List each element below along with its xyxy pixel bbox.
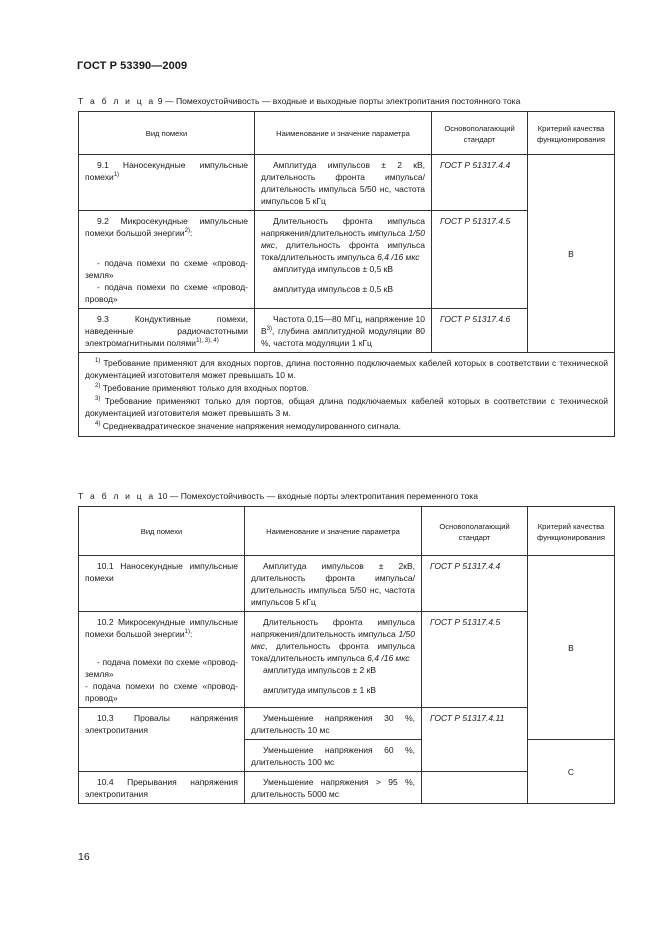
table-10 bbox=[78, 506, 615, 804]
t9-row2-amp1: амплитуда импульсов ± 0,5 кВ bbox=[273, 264, 394, 274]
t9-header-crit: Критерий качества функционирования bbox=[528, 112, 615, 155]
t9-row3-std: ГОСТ Р 51317.4.6 bbox=[432, 309, 528, 353]
t10-header-type: Вид помехи bbox=[79, 507, 245, 556]
t9-note-3: $^{3)}$ Требование применяют только для портов, общая длина подключаемых кабелей которых в соответствии с технической документацией изготовителя может превышать 3 м. bbox=[85, 396, 608, 418]
table-9 bbox=[78, 111, 615, 437]
t10-header-std: Основополагающий стандарт bbox=[422, 507, 528, 556]
t10-criterion-b: В bbox=[528, 556, 615, 740]
t10-row1-param: Амплитуда импульсов ± 2кВ, длительность фронта импульса/длительность импульса 5/50 нс, частота импульсов 5 кГц bbox=[245, 556, 422, 612]
table10-caption-text: 10 — Помехоустойчивость — входные порты электропитания переменного тока bbox=[157, 491, 478, 501]
t9-criterion: В bbox=[528, 155, 615, 353]
t9-note-2: $^{2)}$ Требование применяют только для входных портов. bbox=[95, 383, 309, 393]
t10-row2-item1: - подача помехи по схеме «провод-земля» bbox=[85, 657, 238, 679]
t9-header-param: Наименование и значение параметра bbox=[255, 112, 432, 155]
t10-row4-param: Уменьшение напряжения > 95 %, длительность 5000 мс bbox=[245, 772, 422, 804]
t9-row2-item1: - подача помехи по схеме «провод-земля» bbox=[85, 258, 248, 280]
t10-row3-param1: Уменьшение напряжения 30 %, длительность 10 мс bbox=[245, 708, 422, 740]
t10-row2-amp2: амплитуда импульсов ± 1 кВ bbox=[263, 685, 376, 695]
t9-notes bbox=[79, 353, 615, 437]
t9-row2-type: 9.2 Микросекундные импульсные помехи большой энергии$^{2)}$: - подача помехи по схеме «провод-земля» - подача помехи по схеме «провод-провод» bbox=[79, 211, 255, 309]
t9-row1-std: ГОСТ Р 51317.4.4 bbox=[432, 155, 528, 211]
t9-row2-std: ГОСТ Р 51317.4.5 bbox=[432, 211, 528, 309]
t10-row4-std bbox=[422, 772, 528, 804]
t9-row2-param: Длительность фронта импульса напряжения/длительность импульса 1/50 мкс, длительность фронта импульса тока/длительность импульса 6,4 /16 мкс амплитуда импульсов ± 0,5 кВ амплитуда импульсов ± 0,5 кВ bbox=[255, 211, 432, 309]
t9-row1-param: Амплитуда импульсов ± 2 кВ, длительность фронта импульса/длительность импульса 5/50 нс, частота импульсов 5 кГц bbox=[255, 155, 432, 211]
t10-header-crit: Критерий качества функционирования bbox=[528, 507, 615, 556]
table9-caption-label: Т а б л и ц а bbox=[78, 96, 156, 106]
t10-row2-param: Длительность фронта импульса напряжения/длительность импульса 1/50 мкс, длительность фронта импульса тока/длительность импульса 6,4 /16 мкс амплитуда импульсов ± 2 кВ амплитуда импульсов ± 1 кВ bbox=[245, 612, 422, 708]
t9-row1-type: 9.1 Наносекундные импульсные помехи$^{1)}$ bbox=[79, 155, 255, 211]
t10-row2-std: ГОСТ Р 51317.4.5 bbox=[422, 612, 528, 708]
t10-criterion-c: С bbox=[528, 740, 615, 804]
t10-row2-type: 10.2 Микросекундные импульсные помехи большой энергии$^{1)}$: - подача помехи по схеме «провод-земля» - подача помехи по схеме «провод-провод» bbox=[79, 612, 245, 708]
t10-header-param: Наименование и значение параметра bbox=[245, 507, 422, 556]
t9-header-std: Основополагающий стандарт bbox=[432, 112, 528, 155]
t10-row1-type: 10.1 Наносекундные импульсные помехи bbox=[79, 556, 245, 612]
document-header: ГОСТ Р 53390—2009 bbox=[77, 60, 188, 72]
page-number: 16 bbox=[78, 851, 90, 863]
t9-header-type: Вид помехи bbox=[79, 112, 255, 155]
t10-row1-std: ГОСТ Р 51317.4.4 bbox=[422, 556, 528, 612]
table10-caption-label: Т а б л и ц а bbox=[78, 491, 156, 501]
t10-row4-type: 10.4 Прерывания напряжения электропитания bbox=[79, 772, 245, 804]
t9-note-4: $^{4)}$ Среднеквадратическое значение напряжения немодулированного сигнала. bbox=[95, 421, 401, 431]
table9-caption bbox=[78, 96, 520, 106]
t10-row3-param2: Уменьшение напряжения 60 %, длительность 100 мс bbox=[245, 740, 422, 772]
t10-row2-amp1: амплитуда импульсов ± 2 кВ bbox=[263, 665, 376, 675]
table9-caption-text: 9 — Помехоустойчивость — входные и выходные порты электропитания постоянного тока bbox=[157, 96, 521, 106]
t10-row2-item2: - подача помехи по схеме «провод-провод» bbox=[85, 681, 238, 703]
t10-row3-std: ГОСТ Р 51317.4.11 bbox=[422, 708, 528, 772]
t9-row3-type: 9.3 Кондуктивные помехи, наведенные радиочастотными электромагнитными полями$^{1), 3), 4)}$ bbox=[79, 309, 255, 353]
t9-row2-item2: - подача помехи по схеме «провод-провод» bbox=[85, 282, 248, 304]
t9-row2-amp2: амплитуда импульсов ± 0,5 кВ bbox=[273, 284, 394, 294]
t9-row3-param: Частота 0,15—80 МГц, напряжение 10 $В^{3)}$, глубина амплитудной модуляции 80 %, частота модуляции 1 кГц bbox=[255, 309, 432, 353]
table10-caption bbox=[78, 491, 478, 501]
t9-note-1: $^{1)}$ Требование применяют для входных портов, длина постоянно подключаемых кабелей которых в соответствии с технической документацией изготовителя может превышать 10 м. bbox=[85, 358, 608, 380]
t10-row3-type: 10.3 Провалы напряжения электропитания bbox=[79, 708, 245, 772]
